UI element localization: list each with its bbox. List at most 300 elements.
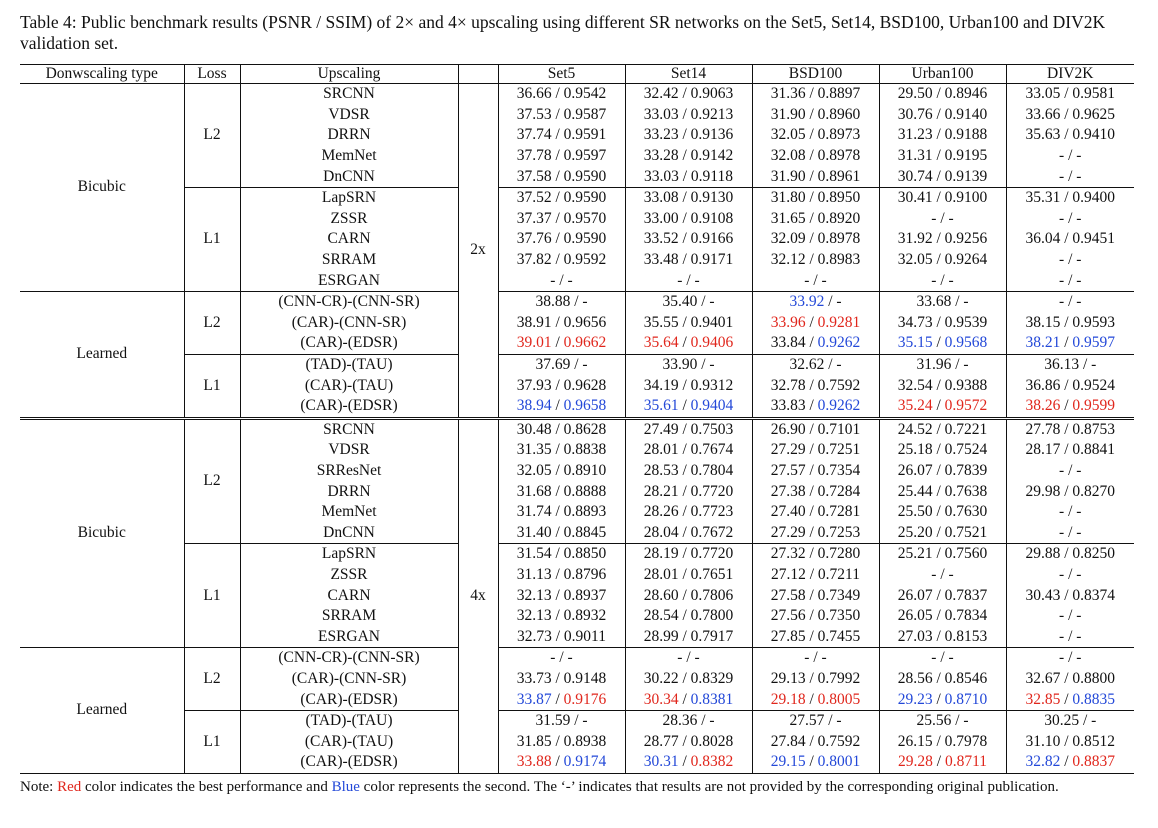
result-cell bbox=[625, 396, 752, 418]
header-loss: Loss bbox=[184, 65, 240, 84]
result-cell: 27.58 / 0.7349 bbox=[752, 585, 879, 606]
method-name-cell: (CAR)-(CNN-SR) bbox=[240, 669, 458, 690]
ssim-value: 0.8382 bbox=[690, 753, 734, 771]
result-cell: 28.36 / - bbox=[625, 710, 752, 731]
method-name-cell: ZSSR bbox=[240, 565, 458, 586]
result-cell bbox=[752, 313, 879, 334]
ssim-value: 0.8835 bbox=[1072, 690, 1116, 708]
psnr-value: 33.87 bbox=[516, 690, 552, 708]
ssim-value: 0.9597 bbox=[1072, 334, 1116, 352]
result-cell: 31.40 / 0.8845 bbox=[498, 522, 625, 543]
psnr-value: 30.34 bbox=[643, 690, 679, 708]
result-cell: 35.63 / 0.9410 bbox=[1025, 126, 1116, 144]
downscaling-type-cell: Bicubic bbox=[20, 418, 184, 648]
result-cell: - / - bbox=[1059, 607, 1082, 625]
note-blue-word: Blue bbox=[331, 779, 360, 795]
downscaling-type-cell: Learned bbox=[20, 648, 184, 774]
result-cell: 28.99 / 0.7917 bbox=[625, 626, 752, 647]
result-cell: - / - bbox=[879, 648, 1006, 669]
value-separator: / bbox=[678, 690, 691, 708]
psnr-value: 38.94 bbox=[516, 397, 552, 415]
result-cell: 25.56 / - bbox=[879, 710, 1006, 731]
result-cell: 28.26 / 0.7723 bbox=[625, 502, 752, 523]
ssim-value: 0.9281 bbox=[817, 313, 861, 331]
result-cell: 32.05 / 0.9264 bbox=[879, 250, 1006, 271]
header-upscaling: Upscaling bbox=[240, 65, 458, 84]
result-cell bbox=[752, 333, 879, 354]
method-name-cell: (CAR)-(EDSR) bbox=[240, 396, 458, 418]
psnr-value: 32.82 bbox=[1025, 753, 1061, 771]
method-name-cell: (CAR)-(TAU) bbox=[240, 731, 458, 752]
ssim-value: 0.9262 bbox=[817, 334, 861, 352]
result-cell: - / - bbox=[498, 648, 625, 669]
result-cell bbox=[498, 396, 625, 418]
result-cell: 33.52 / 0.9166 bbox=[625, 229, 752, 250]
result-cell: 27.84 / 0.7592 bbox=[752, 731, 879, 752]
result-cell: - / - bbox=[752, 270, 879, 291]
result-cell: 26.15 / 0.7978 bbox=[879, 731, 1006, 752]
result-cell: 30.48 / 0.8628 bbox=[498, 418, 625, 440]
result-cell: 33.23 / 0.9136 bbox=[625, 125, 752, 146]
result-cell bbox=[625, 752, 752, 773]
header-set14: Set14 bbox=[625, 65, 752, 84]
table-note bbox=[20, 778, 1150, 797]
table-row bbox=[20, 418, 1134, 440]
value-separator: / bbox=[1060, 690, 1073, 708]
ssim-value: 0.9174 bbox=[563, 753, 607, 771]
result-cell: 32.73 / 0.9011 bbox=[498, 626, 625, 647]
result-cell: 31.36 / 0.8897 bbox=[752, 84, 879, 105]
result-cell: 31.68 / 0.8888 bbox=[498, 481, 625, 502]
result-cell: 32.67 / 0.8800 bbox=[1025, 669, 1116, 687]
table-row bbox=[20, 710, 1134, 731]
result-cell: - / - bbox=[752, 648, 879, 669]
result-cell: 31.96 / - bbox=[879, 354, 1006, 375]
loss-cell: L1 bbox=[184, 544, 240, 648]
ssim-value: 0.8711 bbox=[944, 753, 987, 771]
result-cell: 26.07 / 0.7837 bbox=[879, 585, 1006, 606]
result-cell: 28.53 / 0.7804 bbox=[625, 461, 752, 482]
result-cell: 37.53 / 0.9587 bbox=[498, 105, 625, 126]
result-cell: 31.80 / 0.8950 bbox=[752, 187, 879, 208]
result-cell: - / - bbox=[1006, 648, 1134, 669]
result-cell bbox=[1006, 333, 1134, 354]
psnr-value: 35.15 bbox=[897, 334, 933, 352]
ssim-value: 0.8381 bbox=[690, 690, 734, 708]
result-cell: 36.13 / - bbox=[1006, 354, 1134, 375]
result-cell: 37.93 / 0.9628 bbox=[498, 375, 625, 396]
result-cell: 30.43 / 0.8374 bbox=[1025, 586, 1116, 604]
result-cell bbox=[498, 752, 625, 773]
result-cell: 32.12 / 0.8983 bbox=[752, 250, 879, 271]
value-separator: / bbox=[805, 313, 818, 331]
psnr-value: 39.01 bbox=[516, 334, 552, 352]
result-cell: 31.13 / 0.8796 bbox=[498, 565, 625, 586]
result-cell: 28.60 / 0.7806 bbox=[625, 585, 752, 606]
result-cell: 29.88 / 0.8250 bbox=[1006, 544, 1134, 565]
result-cell: 27.49 / 0.7503 bbox=[625, 418, 752, 440]
result-cell: - / - bbox=[1059, 461, 1082, 479]
psnr-value: 33.84 bbox=[770, 334, 806, 352]
method-name-cell: (CAR)-(CNN-SR) bbox=[240, 313, 458, 334]
result-cell bbox=[498, 333, 625, 354]
benchmark-table bbox=[20, 64, 1134, 774]
loss-cell: L1 bbox=[184, 187, 240, 291]
result-cell: 31.59 / - bbox=[498, 710, 625, 731]
result-cell bbox=[752, 291, 879, 312]
result-cell: 28.17 / 0.8841 bbox=[1025, 441, 1116, 459]
result-cell bbox=[752, 752, 879, 773]
ssim-value: 0.8005 bbox=[817, 690, 861, 708]
ssim-value: 0.9176 bbox=[563, 690, 607, 708]
value-separator: / bbox=[678, 334, 691, 352]
result-cell: 27.85 / 0.7455 bbox=[752, 626, 879, 647]
result-cell: 26.90 / 0.7101 bbox=[752, 418, 879, 440]
method-name-cell: CARN bbox=[240, 229, 458, 250]
value-separator: / bbox=[1060, 334, 1073, 352]
value-separator: / bbox=[551, 690, 564, 708]
method-name-cell: (CNN-CR)-(CNN-SR) bbox=[240, 291, 458, 312]
method-name-cell: MemNet bbox=[240, 502, 458, 523]
result-cell: 37.82 / 0.9592 bbox=[498, 250, 625, 271]
psnr-value: 29.23 bbox=[897, 690, 933, 708]
method-name-cell: SRRAM bbox=[240, 606, 458, 627]
result-cell: 29.98 / 0.8270 bbox=[1025, 482, 1116, 500]
result-cell: - / - bbox=[1059, 167, 1082, 185]
scale-cell: 2x bbox=[458, 84, 498, 419]
psnr-value: 32.85 bbox=[1025, 690, 1061, 708]
header-downscaling: Donwscaling type bbox=[20, 65, 184, 84]
psnr-value: 38.21 bbox=[1025, 334, 1061, 352]
result-cell: 31.92 / 0.9256 bbox=[879, 229, 1006, 250]
result-cell bbox=[879, 396, 1006, 418]
ssim-value: - bbox=[836, 293, 842, 311]
result-cell: - / - bbox=[1059, 627, 1082, 645]
note-prefix: Note: bbox=[20, 779, 58, 795]
ssim-value: 0.9404 bbox=[690, 397, 734, 415]
result-cell: 25.18 / 0.7524 bbox=[879, 440, 1006, 461]
method-name-cell: DRRN bbox=[240, 481, 458, 502]
table-row bbox=[20, 187, 1134, 208]
value-separator: / bbox=[678, 397, 691, 415]
result-cell: - / - bbox=[879, 270, 1006, 291]
result-cell: 28.19 / 0.7720 bbox=[625, 544, 752, 565]
result-cell: - / - bbox=[625, 270, 752, 291]
result-cell: - / - bbox=[1059, 251, 1082, 269]
method-name-cell: SRResNet bbox=[240, 461, 458, 482]
result-cell bbox=[1006, 689, 1134, 710]
method-name-cell: SRCNN bbox=[240, 84, 458, 105]
result-cell: 38.91 / 0.9656 bbox=[498, 313, 625, 334]
loss-cell: L1 bbox=[184, 354, 240, 418]
result-cell: 37.69 / - bbox=[498, 354, 625, 375]
method-name-cell: (CAR)-(TAU) bbox=[240, 375, 458, 396]
result-cell bbox=[498, 689, 625, 710]
method-name-cell: SRRAM bbox=[240, 250, 458, 271]
method-name-cell: CARN bbox=[240, 585, 458, 606]
psnr-value: 29.18 bbox=[770, 690, 806, 708]
result-cell: 29.13 / 0.7992 bbox=[752, 669, 879, 690]
result-cell: 25.20 / 0.7521 bbox=[879, 522, 1006, 543]
result-cell: 35.31 / 0.9400 bbox=[1006, 187, 1134, 208]
table-row bbox=[20, 648, 1134, 669]
value-separator: / bbox=[551, 397, 564, 415]
psnr-value: 33.96 bbox=[770, 313, 806, 331]
result-cell: 36.86 / 0.9524 bbox=[1025, 376, 1116, 394]
result-cell: 27.32 / 0.7280 bbox=[752, 544, 879, 565]
loss-cell: L2 bbox=[184, 648, 240, 711]
method-name-cell: MemNet bbox=[240, 146, 458, 167]
result-cell bbox=[879, 752, 1006, 773]
result-cell: 33.03 / 0.9118 bbox=[625, 166, 752, 187]
result-cell: 27.29 / 0.7253 bbox=[752, 522, 879, 543]
result-cell: 37.78 / 0.9597 bbox=[498, 146, 625, 167]
result-cell: 33.08 / 0.9130 bbox=[625, 187, 752, 208]
method-name-cell: ESRGAN bbox=[240, 270, 458, 291]
result-cell: 32.54 / 0.9388 bbox=[879, 375, 1006, 396]
result-cell: 31.65 / 0.8920 bbox=[752, 209, 879, 230]
table-row bbox=[20, 291, 1134, 312]
result-cell: 32.42 / 0.9063 bbox=[625, 84, 752, 105]
result-cell: 33.73 / 0.9148 bbox=[498, 669, 625, 690]
result-cell: 33.28 / 0.9142 bbox=[625, 146, 752, 167]
method-name-cell: VDSR bbox=[240, 440, 458, 461]
method-name-cell: (TAD)-(TAU) bbox=[240, 354, 458, 375]
result-cell bbox=[625, 333, 752, 354]
result-cell: 32.05 / 0.8910 bbox=[498, 461, 625, 482]
result-cell: 27.57 / 0.7354 bbox=[752, 461, 879, 482]
result-cell: 26.07 / 0.7839 bbox=[879, 461, 1006, 482]
ssim-value: 0.9406 bbox=[690, 334, 734, 352]
method-name-cell: (CAR)-(EDSR) bbox=[240, 752, 458, 773]
header-bsd100: BSD100 bbox=[752, 65, 879, 84]
method-name-cell: (CNN-CR)-(CNN-SR) bbox=[240, 648, 458, 669]
result-cell: 26.05 / 0.7834 bbox=[879, 606, 1006, 627]
loss-cell: L2 bbox=[184, 84, 240, 188]
result-cell: 25.21 / 0.7560 bbox=[879, 544, 1006, 565]
ssim-value: 0.8710 bbox=[944, 690, 988, 708]
result-cell: 36.66 / 0.9542 bbox=[498, 84, 625, 105]
psnr-value: 38.26 bbox=[1025, 397, 1061, 415]
method-name-cell: SRCNN bbox=[240, 418, 458, 440]
value-separator: / bbox=[551, 334, 564, 352]
result-cell: - / - bbox=[1059, 209, 1082, 227]
result-cell: 28.21 / 0.7720 bbox=[625, 481, 752, 502]
method-name-cell: LapSRN bbox=[240, 544, 458, 565]
value-separator: / bbox=[932, 397, 945, 415]
value-separator: / bbox=[1060, 397, 1073, 415]
result-cell: 31.23 / 0.9188 bbox=[879, 125, 1006, 146]
value-separator: / bbox=[678, 753, 691, 771]
downscaling-type-cell: Learned bbox=[20, 291, 184, 418]
ssim-value: 0.8837 bbox=[1072, 753, 1116, 771]
result-cell bbox=[879, 333, 1006, 354]
loss-cell: L1 bbox=[184, 710, 240, 773]
result-cell: 33.90 / - bbox=[625, 354, 752, 375]
result-cell: 27.29 / 0.7251 bbox=[752, 440, 879, 461]
result-cell: 31.35 / 0.8838 bbox=[498, 440, 625, 461]
result-cell: 37.58 / 0.9590 bbox=[498, 166, 625, 187]
result-cell bbox=[625, 689, 752, 710]
header-urban100: Urban100 bbox=[879, 65, 1006, 84]
result-cell: 32.05 / 0.8973 bbox=[752, 125, 879, 146]
header-scale bbox=[458, 65, 498, 84]
table-row bbox=[20, 354, 1134, 375]
result-cell: 28.77 / 0.8028 bbox=[625, 731, 752, 752]
method-name-cell: (CAR)-(EDSR) bbox=[240, 333, 458, 354]
table-body bbox=[20, 84, 1134, 774]
header-div2k: DIV2K bbox=[1006, 65, 1134, 84]
note-rest: color represents the second. The ‘-’ indicates that results are not provided by the corresponding original publication. bbox=[359, 779, 1059, 795]
value-separator: / bbox=[805, 690, 818, 708]
result-cell bbox=[1006, 752, 1134, 773]
result-cell: 29.50 / 0.8946 bbox=[879, 84, 1006, 105]
result-cell: 27.56 / 0.7350 bbox=[752, 606, 879, 627]
result-cell: 35.40 / - bbox=[625, 291, 752, 312]
result-cell: 30.22 / 0.8329 bbox=[625, 669, 752, 690]
method-name-cell: ESRGAN bbox=[240, 626, 458, 647]
result-cell bbox=[752, 689, 879, 710]
header-row bbox=[20, 65, 1134, 84]
result-cell: 35.55 / 0.9401 bbox=[625, 313, 752, 334]
result-cell: 37.52 / 0.9590 bbox=[498, 187, 625, 208]
result-cell: 38.15 / 0.9593 bbox=[1025, 313, 1116, 331]
value-separator: / bbox=[805, 334, 818, 352]
psnr-value: 35.24 bbox=[897, 397, 933, 415]
value-separator: / bbox=[932, 753, 945, 771]
value-separator: / bbox=[824, 293, 837, 311]
result-cell: 30.74 / 0.9139 bbox=[879, 166, 1006, 187]
ssim-value: 0.9662 bbox=[563, 334, 607, 352]
result-cell: 31.74 / 0.8893 bbox=[498, 502, 625, 523]
result-cell: 31.90 / 0.8960 bbox=[752, 105, 879, 126]
result-cell: 28.01 / 0.7651 bbox=[625, 565, 752, 586]
result-cell: 27.38 / 0.7284 bbox=[752, 481, 879, 502]
table-caption: Table 4: Public benchmark results (PSNR / SSIM) of 2× and 4× upscaling using different SR networks on the Set5, Set14, BSD100, Urban100 and DIV2K validation set. bbox=[20, 12, 1106, 53]
method-name-cell: DRRN bbox=[240, 125, 458, 146]
note-red-word: Red bbox=[57, 779, 82, 795]
result-cell: - / - bbox=[1059, 523, 1082, 541]
psnr-value: 33.83 bbox=[770, 397, 806, 415]
result-cell: - / - bbox=[1059, 503, 1082, 521]
result-cell: 38.88 / - bbox=[498, 291, 625, 312]
result-cell: 34.73 / 0.9539 bbox=[879, 313, 1006, 334]
result-cell: - / - bbox=[1059, 565, 1082, 583]
result-cell: 33.00 / 0.9108 bbox=[625, 209, 752, 230]
ssim-value: 0.9568 bbox=[944, 334, 988, 352]
result-cell bbox=[1006, 396, 1134, 418]
method-name-cell: ZSSR bbox=[240, 209, 458, 230]
result-cell: 30.76 / 0.9140 bbox=[879, 105, 1006, 126]
result-cell: - / - bbox=[1059, 147, 1082, 165]
result-cell: 33.66 / 0.9625 bbox=[1025, 105, 1116, 123]
ssim-value: 0.8001 bbox=[817, 753, 861, 771]
value-separator: / bbox=[932, 334, 945, 352]
ssim-value: 0.9658 bbox=[563, 397, 607, 415]
header-set5: Set5 bbox=[498, 65, 625, 84]
result-cell: 32.62 / - bbox=[752, 354, 879, 375]
result-cell: 27.40 / 0.7281 bbox=[752, 502, 879, 523]
result-cell: 34.19 / 0.9312 bbox=[625, 375, 752, 396]
result-cell: 32.08 / 0.8978 bbox=[752, 146, 879, 167]
result-cell: 37.74 / 0.9591 bbox=[498, 125, 625, 146]
ssim-value: 0.9262 bbox=[817, 397, 861, 415]
result-cell: 25.44 / 0.7638 bbox=[879, 481, 1006, 502]
method-name-cell: (TAD)-(TAU) bbox=[240, 710, 458, 731]
result-cell: 31.54 / 0.8850 bbox=[498, 544, 625, 565]
ssim-value: 0.9599 bbox=[1072, 397, 1116, 415]
method-name-cell: LapSRN bbox=[240, 187, 458, 208]
method-name-cell: VDSR bbox=[240, 105, 458, 126]
result-cell: 37.76 / 0.9590 bbox=[498, 229, 625, 250]
result-cell: 31.85 / 0.8938 bbox=[498, 731, 625, 752]
result-cell bbox=[752, 396, 879, 418]
result-cell: - / - bbox=[498, 270, 625, 291]
result-cell: - / - bbox=[879, 209, 1006, 230]
psnr-value: 35.64 bbox=[643, 334, 679, 352]
result-cell: 33.03 / 0.9213 bbox=[625, 105, 752, 126]
result-cell: 33.68 / - bbox=[879, 291, 1006, 312]
result-cell: 27.57 / - bbox=[752, 710, 879, 731]
psnr-value: 33.92 bbox=[789, 293, 825, 311]
result-cell: 28.04 / 0.7672 bbox=[625, 522, 752, 543]
psnr-value: 29.28 bbox=[898, 753, 933, 771]
ssim-value: 0.9572 bbox=[944, 397, 988, 415]
result-cell: - / - bbox=[879, 565, 1006, 586]
psnr-value: 30.31 bbox=[643, 753, 679, 771]
result-cell: 32.13 / 0.8932 bbox=[498, 606, 625, 627]
result-cell: - / - bbox=[1006, 291, 1134, 312]
result-cell: - / - bbox=[1059, 271, 1082, 289]
psnr-value: 29.15 bbox=[770, 753, 806, 771]
note-mid: color indicates the best performance and bbox=[81, 779, 332, 795]
result-cell: 33.48 / 0.9171 bbox=[625, 250, 752, 271]
result-cell: 32.78 / 0.7592 bbox=[752, 375, 879, 396]
scale-cell: 4x bbox=[458, 418, 498, 773]
value-separator: / bbox=[551, 753, 564, 771]
result-cell: 24.52 / 0.7221 bbox=[879, 418, 1006, 440]
result-cell: 25.50 / 0.7630 bbox=[879, 502, 1006, 523]
loss-cell: L2 bbox=[184, 291, 240, 354]
result-cell: 30.25 / - bbox=[1006, 710, 1134, 731]
result-cell: 31.10 / 0.8512 bbox=[1025, 732, 1116, 750]
method-name-cell: DnCNN bbox=[240, 522, 458, 543]
result-cell: 36.04 / 0.9451 bbox=[1025, 230, 1116, 248]
loss-cell: L2 bbox=[184, 418, 240, 544]
psnr-value: 35.61 bbox=[643, 397, 679, 415]
result-cell: 28.54 / 0.7800 bbox=[625, 606, 752, 627]
result-cell: 28.01 / 0.7674 bbox=[625, 440, 752, 461]
result-cell bbox=[879, 689, 1006, 710]
result-cell: 32.13 / 0.8937 bbox=[498, 585, 625, 606]
result-cell: 37.37 / 0.9570 bbox=[498, 209, 625, 230]
result-cell: 30.41 / 0.9100 bbox=[879, 187, 1006, 208]
result-cell: 33.05 / 0.9581 bbox=[1025, 85, 1116, 103]
result-cell: 31.31 / 0.9195 bbox=[879, 146, 1006, 167]
result-cell: 27.12 / 0.7211 bbox=[752, 565, 879, 586]
result-cell: 31.90 / 0.8961 bbox=[752, 166, 879, 187]
result-cell: - / - bbox=[625, 648, 752, 669]
result-cell: 27.03 / 0.8153 bbox=[879, 626, 1006, 647]
result-cell: 32.09 / 0.8978 bbox=[752, 229, 879, 250]
method-name-cell: DnCNN bbox=[240, 166, 458, 187]
table-row bbox=[20, 544, 1134, 565]
table-row bbox=[20, 84, 1134, 105]
psnr-value: 33.88 bbox=[516, 753, 552, 771]
result-cell: 28.56 / 0.8546 bbox=[879, 669, 1006, 690]
downscaling-type-cell: Bicubic bbox=[20, 84, 184, 292]
method-name-cell: (CAR)-(EDSR) bbox=[240, 689, 458, 710]
